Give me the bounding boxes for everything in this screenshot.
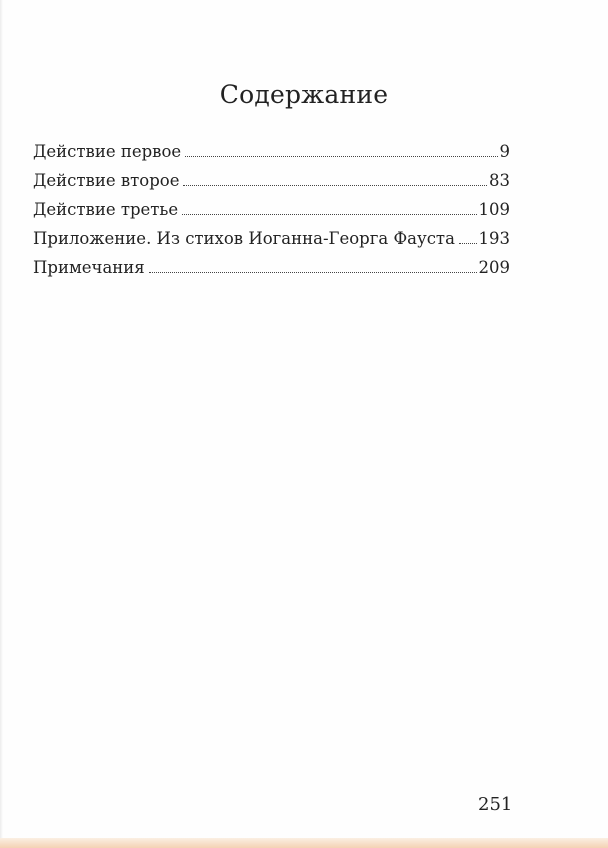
toc-entry-title: Примечания	[33, 258, 145, 277]
toc-entry	[33, 142, 510, 171]
toc-entry	[33, 258, 510, 287]
toc-entry-title: Действие третье	[33, 200, 179, 219]
toc-entry-title: Действие второе	[33, 171, 180, 190]
toc-entry-page: 193	[478, 229, 510, 248]
page-title: Содержание	[219, 80, 389, 109]
toc-entry-page: 209	[478, 258, 510, 277]
toc-dot-leader	[183, 185, 487, 186]
page-bottom-edge	[0, 838, 608, 848]
toc-entry	[33, 171, 510, 200]
toc-entry-title: Приложение. Из стихов Иоганна-Георга Фауста	[33, 229, 455, 248]
toc-entry-page: 83	[489, 171, 510, 190]
toc-dot-leader	[149, 272, 477, 273]
toc-dot-leader	[459, 243, 477, 244]
table-of-contents	[33, 142, 510, 287]
page-number: 251	[478, 794, 513, 815]
toc-entry	[33, 200, 510, 229]
page-left-shadow	[0, 0, 3, 848]
toc-entry	[33, 229, 510, 258]
toc-dot-leader	[182, 214, 476, 215]
toc-entry-title: Действие первое	[33, 142, 182, 161]
toc-entry-page: 109	[478, 200, 510, 219]
toc-dot-leader	[185, 156, 497, 157]
toc-entry-page: 9	[499, 142, 510, 161]
